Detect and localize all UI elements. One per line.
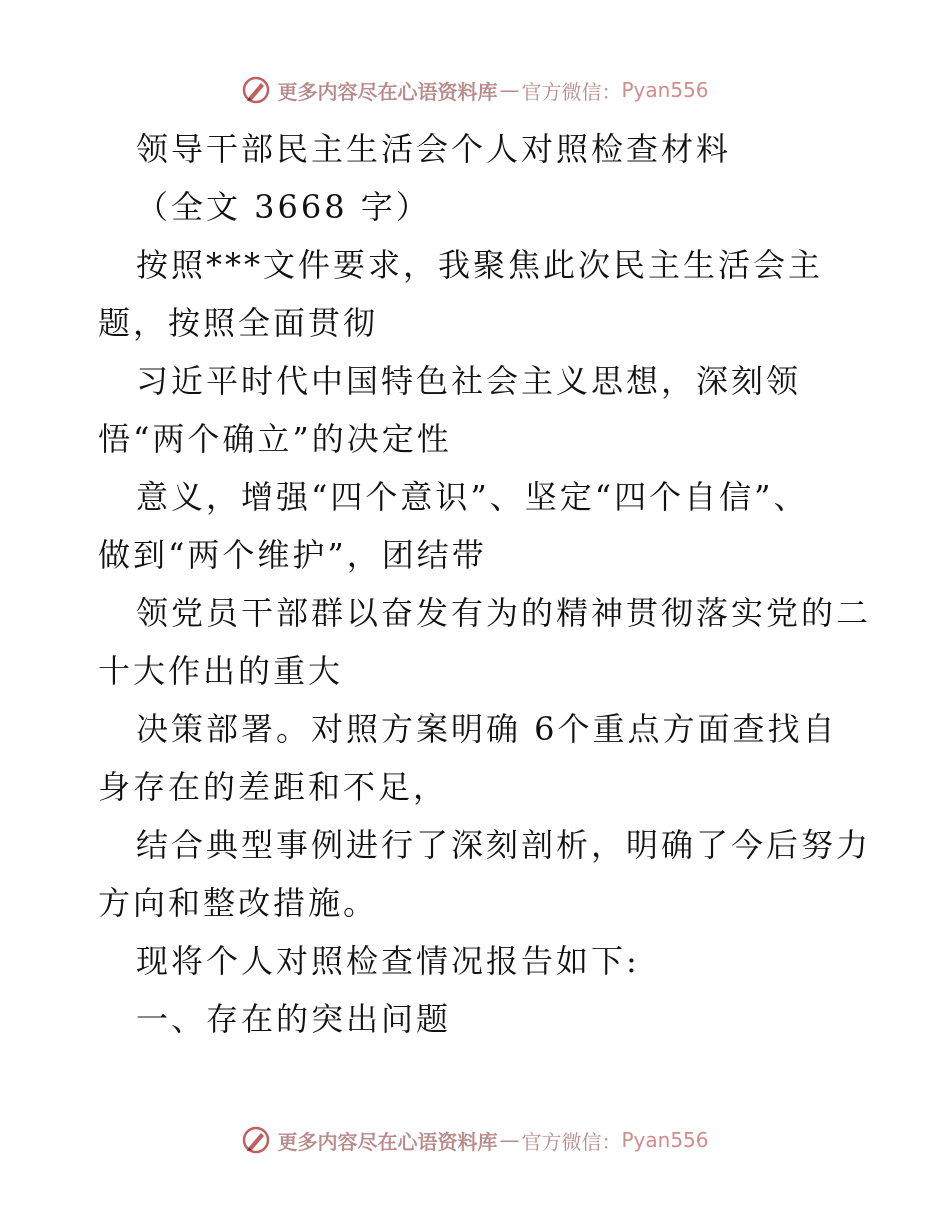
pen-logo-icon: [241, 75, 271, 105]
header-watermark: [0, 70, 950, 110]
paragraph-line: 按照***文件要求，我聚焦此次民主生活会主: [136, 246, 824, 284]
paragraph-line: 方向和整改措施。: [98, 884, 379, 922]
paragraph-line: 悟“两个确立”的决定性: [98, 420, 452, 458]
paragraph-line: 决策部署。对照方案明确 6个重点方面查找自: [136, 710, 838, 748]
watermark-wechat-label: 官方微信：: [521, 1129, 622, 1154]
watermark-handle: Pyan556: [621, 78, 709, 102]
paragraph-line: 十大作出的重大: [98, 652, 344, 690]
paragraph-line: 结合典型事例进行了深刻剖析，明确了今后努力: [136, 826, 872, 864]
document-body: [98, 120, 878, 1048]
watermark-dash: —: [499, 1128, 520, 1152]
paragraph-line: 意义，增强“四个意识”、坚定“四个自信”、: [136, 478, 809, 516]
document-subtitle: （全文 3668 字）: [136, 188, 431, 226]
watermark-brand: 更多内容尽在心语资料库: [277, 79, 498, 104]
paragraph-line: 习近平时代中国特色社会主义思想，深刻领: [136, 362, 802, 400]
section-heading: 一、存在的突出问题: [136, 1000, 452, 1038]
document-title: 领导干部民主生活会个人对照检查材料: [136, 130, 732, 168]
paragraph-line: 领党员干部群以奋发有为的精神贯彻落实党的二: [136, 594, 872, 632]
pen-logo-icon: [241, 1125, 271, 1155]
watermark-brand: 更多内容尽在心语资料库: [277, 1129, 498, 1154]
watermark-handle: Pyan556: [621, 1128, 709, 1152]
footer-watermark: [0, 1120, 950, 1160]
watermark-dash: —: [499, 78, 520, 102]
paragraph-line: 题，按照全面贯彻: [98, 304, 379, 342]
paragraph-line: 做到“两个维护”，团结带: [98, 536, 487, 574]
paragraph-line: 身存在的差距和不足，: [98, 768, 449, 806]
paragraph-line: 现将个人对照检查情况报告如下:: [136, 942, 640, 980]
watermark-wechat-label: 官方微信：: [521, 79, 622, 104]
